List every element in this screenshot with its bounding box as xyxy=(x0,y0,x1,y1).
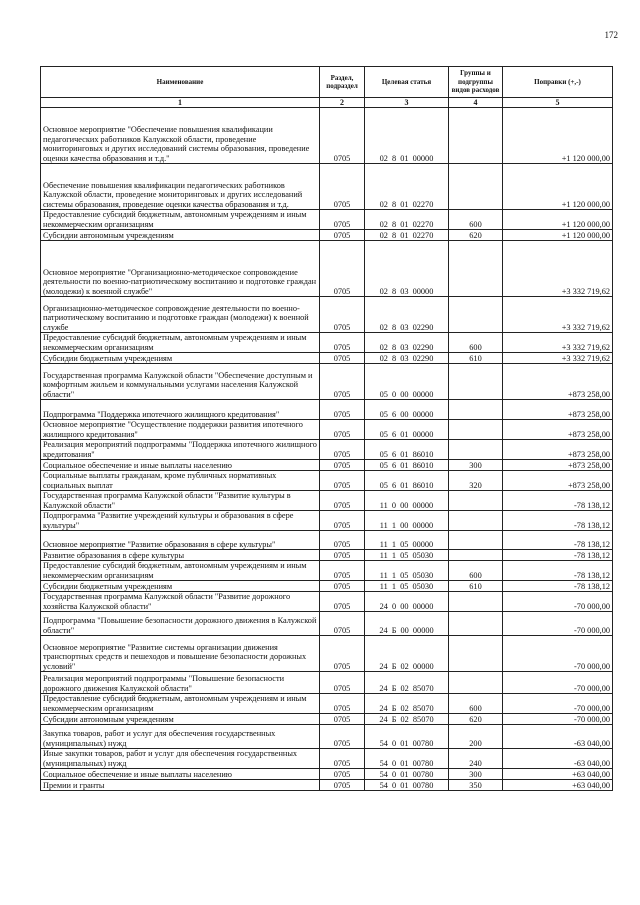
column-number: 3 xyxy=(365,98,449,108)
table-row xyxy=(41,581,613,592)
table-row xyxy=(41,550,613,561)
row-target-code: 02 8 03 02290 xyxy=(365,297,449,333)
column-number-row xyxy=(41,98,613,108)
row-target-code: 11 1 05 05030 xyxy=(365,581,449,592)
row-name: Предоставление субсидий бюджетным, автономным учреждениям и иным некоммерческим организациям xyxy=(41,333,320,353)
row-target-code: 24 Б 00 00000 xyxy=(365,612,449,636)
table-row xyxy=(41,592,613,612)
row-section: 0705 xyxy=(320,550,365,561)
row-expense-group xyxy=(449,440,503,460)
row-amount: -78 138,12 xyxy=(503,491,613,511)
row-expense-group xyxy=(449,164,503,210)
table-row xyxy=(41,420,613,440)
row-expense-group xyxy=(449,672,503,694)
row-name: Предоставление субсидий бюджетным, автономным учреждениям и иным некоммерческим организациям xyxy=(41,210,320,230)
row-expense-group: 610 xyxy=(449,581,503,592)
row-amount: -70 000,00 xyxy=(503,636,613,672)
row-name: Реализация мероприятий подпрограммы "Повышение безопасности дорожного движения Калужской области" xyxy=(41,672,320,694)
table-row xyxy=(41,725,613,749)
row-section: 0705 xyxy=(320,230,365,241)
row-expense-group xyxy=(449,531,503,550)
table-row xyxy=(41,364,613,400)
row-section: 0705 xyxy=(320,297,365,333)
header-group: Группы и подгруппы видов расходов xyxy=(449,67,503,98)
row-expense-group: 350 xyxy=(449,780,503,791)
row-expense-group: 300 xyxy=(449,460,503,471)
row-name: Премии и гранты xyxy=(41,780,320,791)
row-section: 0705 xyxy=(320,694,365,714)
row-amount: -78 138,12 xyxy=(503,511,613,531)
row-amount: +3 332 719,62 xyxy=(503,333,613,353)
row-expense-group xyxy=(449,592,503,612)
row-target-code: 02 8 03 00000 xyxy=(365,241,449,297)
table-row xyxy=(41,694,613,714)
row-section: 0705 xyxy=(320,725,365,749)
row-target-code: 54 0 01 00780 xyxy=(365,780,449,791)
row-amount: +873 258,00 xyxy=(503,400,613,420)
row-expense-group: 300 xyxy=(449,769,503,780)
row-name: Субсидии автономным учреждениям xyxy=(41,714,320,725)
row-amount: -63 040,00 xyxy=(503,725,613,749)
header-name: Наименование xyxy=(41,67,320,98)
row-target-code: 11 1 00 00000 xyxy=(365,511,449,531)
row-name: Государственная программа Калужской области "Развитие культуры в Калужской области" xyxy=(41,491,320,511)
column-number: 2 xyxy=(320,98,365,108)
column-number: 5 xyxy=(503,98,613,108)
row-amount: +3 332 719,62 xyxy=(503,353,613,364)
row-amount: +873 258,00 xyxy=(503,420,613,440)
table-row xyxy=(41,612,613,636)
row-expense-group: 600 xyxy=(449,333,503,353)
row-target-code: 11 1 05 05030 xyxy=(365,550,449,561)
row-name: Предоставление субсидий бюджетным, автономным учреждениям и иным некоммерческим организациям xyxy=(41,694,320,714)
row-target-code: 11 1 05 05030 xyxy=(365,561,449,581)
row-amount: -78 138,12 xyxy=(503,561,613,581)
row-expense-group xyxy=(449,612,503,636)
row-expense-group xyxy=(449,491,503,511)
row-name: Предоставление субсидий бюджетным, автономным учреждениям и иным некоммерческим организациям xyxy=(41,561,320,581)
row-target-code: 02 8 03 02290 xyxy=(365,353,449,364)
row-name: Субсидии бюджетным учреждениям xyxy=(41,353,320,364)
row-expense-group xyxy=(449,108,503,164)
row-target-code: 02 8 01 02270 xyxy=(365,210,449,230)
row-expense-group: 200 xyxy=(449,725,503,749)
row-target-code: 54 0 01 00780 xyxy=(365,725,449,749)
row-section: 0705 xyxy=(320,460,365,471)
row-target-code: 11 1 05 00000 xyxy=(365,531,449,550)
row-target-code: 05 6 01 86010 xyxy=(365,440,449,460)
row-section: 0705 xyxy=(320,210,365,230)
row-name: Основное мероприятие "Обеспечение повышения квалификации педагогических работников Калужской области, проведение мониторинговых и других исследований системы образования, проведение оценки качества образования и т.д." xyxy=(41,108,320,164)
row-amount: -63 040,00 xyxy=(503,749,613,769)
table-row xyxy=(41,164,613,210)
row-amount: +873 258,00 xyxy=(503,440,613,460)
row-target-code: 24 Б 02 85070 xyxy=(365,694,449,714)
row-name: Основное мероприятие "Организационно-методическое сопровождение деятельности по военно-патриотическому воспитанию и подготовке граждан (молодежи) к военной службе" xyxy=(41,241,320,297)
row-amount: -78 138,12 xyxy=(503,550,613,561)
table-row xyxy=(41,353,613,364)
table-row xyxy=(41,333,613,353)
row-amount: +1 120 000,00 xyxy=(503,210,613,230)
row-section: 0705 xyxy=(320,531,365,550)
row-amount: +63 040,00 xyxy=(503,769,613,780)
row-amount: +63 040,00 xyxy=(503,780,613,791)
row-target-code: 24 Б 02 85070 xyxy=(365,672,449,694)
row-section: 0705 xyxy=(320,364,365,400)
row-section: 0705 xyxy=(320,561,365,581)
row-section: 0705 xyxy=(320,581,365,592)
budget-amendments-table xyxy=(40,66,613,791)
header-section: Раздел, подраздел xyxy=(320,67,365,98)
row-name: Основное мероприятие "Развитие образования в сфере культуры" xyxy=(41,531,320,550)
row-section: 0705 xyxy=(320,592,365,612)
row-name: Подпрограмма "Поддержка ипотечного жилищного кредитования" xyxy=(41,400,320,420)
row-target-code: 11 0 00 00000 xyxy=(365,491,449,511)
row-target-code: 02 8 01 02270 xyxy=(365,164,449,210)
row-section: 0705 xyxy=(320,672,365,694)
row-amount: +1 120 000,00 xyxy=(503,164,613,210)
table-row xyxy=(41,636,613,672)
row-section: 0705 xyxy=(320,636,365,672)
row-section: 0705 xyxy=(320,714,365,725)
table-row xyxy=(41,672,613,694)
row-name: Обеспечение повышения квалификации педагогических работников Калужской области, проведение мониторинговых и других исследований системы образования, проведение оценки качества образования и т.д. xyxy=(41,164,320,210)
table-row xyxy=(41,108,613,164)
row-section: 0705 xyxy=(320,400,365,420)
table-row xyxy=(41,714,613,725)
row-amount: +1 120 000,00 xyxy=(503,230,613,241)
table-row xyxy=(41,400,613,420)
column-number: 4 xyxy=(449,98,503,108)
row-section: 0705 xyxy=(320,511,365,531)
row-name: Субсидии автономным учреждениям xyxy=(41,230,320,241)
row-amount: -70 000,00 xyxy=(503,694,613,714)
row-name: Социальное обеспечение и иные выплаты населению xyxy=(41,460,320,471)
table-row xyxy=(41,440,613,460)
row-expense-group xyxy=(449,636,503,672)
table-row xyxy=(41,769,613,780)
row-amount: +873 258,00 xyxy=(503,471,613,491)
row-name: Государственная программа Калужской области "Развитие дорожного хозяйства Калужской области" xyxy=(41,592,320,612)
row-expense-group xyxy=(449,420,503,440)
row-amount: -78 138,12 xyxy=(503,531,613,550)
row-expense-group xyxy=(449,241,503,297)
table-row xyxy=(41,511,613,531)
row-target-code: 02 8 01 00000 xyxy=(365,108,449,164)
row-amount: +3 332 719,62 xyxy=(503,297,613,333)
row-name: Социальное обеспечение и иные выплаты населению xyxy=(41,769,320,780)
row-name: Реализация мероприятий подпрограммы "Поддержка ипотечного жилищного кредитования" xyxy=(41,440,320,460)
row-target-code: 05 0 00 00000 xyxy=(365,364,449,400)
row-section: 0705 xyxy=(320,612,365,636)
row-target-code: 24 0 00 00000 xyxy=(365,592,449,612)
table-row xyxy=(41,460,613,471)
row-expense-group: 600 xyxy=(449,210,503,230)
row-expense-group: 600 xyxy=(449,694,503,714)
row-amount: -78 138,12 xyxy=(503,581,613,592)
row-expense-group xyxy=(449,297,503,333)
row-name: Основное мероприятие "Осуществление поддержки развития ипотечного жилищного кредитования" xyxy=(41,420,320,440)
row-expense-group: 610 xyxy=(449,353,503,364)
row-expense-group: 620 xyxy=(449,714,503,725)
row-amount: -70 000,00 xyxy=(503,612,613,636)
header-target: Целевая статья xyxy=(365,67,449,98)
row-expense-group: 320 xyxy=(449,471,503,491)
table-row xyxy=(41,561,613,581)
row-section: 0705 xyxy=(320,164,365,210)
page-number: 172 xyxy=(604,30,618,40)
table-row xyxy=(41,471,613,491)
table-row xyxy=(41,241,613,297)
row-section: 0705 xyxy=(320,780,365,791)
table-row xyxy=(41,297,613,333)
row-expense-group: 600 xyxy=(449,561,503,581)
row-target-code: 24 Б 02 00000 xyxy=(365,636,449,672)
table-row xyxy=(41,749,613,769)
row-section: 0705 xyxy=(320,769,365,780)
row-name: Развитие образования в сфере культуры xyxy=(41,550,320,561)
row-target-code: 02 8 01 02270 xyxy=(365,230,449,241)
table-row xyxy=(41,230,613,241)
row-section: 0705 xyxy=(320,471,365,491)
row-section: 0705 xyxy=(320,241,365,297)
row-target-code: 05 6 01 86010 xyxy=(365,471,449,491)
row-expense-group xyxy=(449,511,503,531)
table-row xyxy=(41,210,613,230)
row-section: 0705 xyxy=(320,333,365,353)
header-amount: Поправки (+,-) xyxy=(503,67,613,98)
table-row xyxy=(41,491,613,511)
row-section: 0705 xyxy=(320,749,365,769)
row-name: Подпрограмма "Развитие учреждений культуры и образования в сфере культуры" xyxy=(41,511,320,531)
row-expense-group xyxy=(449,400,503,420)
row-target-code: 05 6 01 00000 xyxy=(365,420,449,440)
row-target-code: 05 6 01 86010 xyxy=(365,460,449,471)
row-amount: +3 332 719,62 xyxy=(503,241,613,297)
row-amount: +1 120 000,00 xyxy=(503,108,613,164)
row-name: Закупка товаров, работ и услуг для обеспечения государственных (муниципальных) нужд xyxy=(41,725,320,749)
row-name: Иные закупки товаров, работ и услуг для обеспечения государственных (муниципальных) нужд xyxy=(41,749,320,769)
row-section: 0705 xyxy=(320,353,365,364)
row-amount: -70 000,00 xyxy=(503,592,613,612)
row-name: Основное мероприятие "Развитие системы организации движения транспортных средств и пешеходов и повышение безопасности дорожных условий" xyxy=(41,636,320,672)
row-amount: +873 258,00 xyxy=(503,364,613,400)
row-section: 0705 xyxy=(320,420,365,440)
row-amount: +873 258,00 xyxy=(503,460,613,471)
row-name: Субсидии бюджетным учреждениям xyxy=(41,581,320,592)
row-expense-group xyxy=(449,550,503,561)
row-section: 0705 xyxy=(320,108,365,164)
row-target-code: 54 0 01 00780 xyxy=(365,749,449,769)
row-amount: -70 000,00 xyxy=(503,714,613,725)
table-header-row xyxy=(41,67,613,98)
row-name: Социальные выплаты гражданам, кроме публичных нормативных социальных выплат xyxy=(41,471,320,491)
row-section: 0705 xyxy=(320,491,365,511)
row-expense-group xyxy=(449,364,503,400)
column-number: 1 xyxy=(41,98,320,108)
row-amount: -70 000,00 xyxy=(503,672,613,694)
row-name: Государственная программа Калужской области "Обеспечение доступным и комфортным жильем и коммунальными услугами населения Калужской области" xyxy=(41,364,320,400)
row-target-code: 24 Б 02 85070 xyxy=(365,714,449,725)
row-expense-group: 240 xyxy=(449,749,503,769)
row-expense-group: 620 xyxy=(449,230,503,241)
row-target-code: 05 6 00 00000 xyxy=(365,400,449,420)
table-row xyxy=(41,780,613,791)
row-target-code: 54 0 01 00780 xyxy=(365,769,449,780)
row-section: 0705 xyxy=(320,440,365,460)
row-name: Организационно-методическое сопровождение деятельности по военно-патриотическому воспитанию и подготовке граждан (молодежи) к военной службе xyxy=(41,297,320,333)
table-row xyxy=(41,531,613,550)
row-name: Подпрограмма "Повышение безопасности дорожного движения в Калужской области" xyxy=(41,612,320,636)
row-target-code: 02 8 03 02290 xyxy=(365,333,449,353)
